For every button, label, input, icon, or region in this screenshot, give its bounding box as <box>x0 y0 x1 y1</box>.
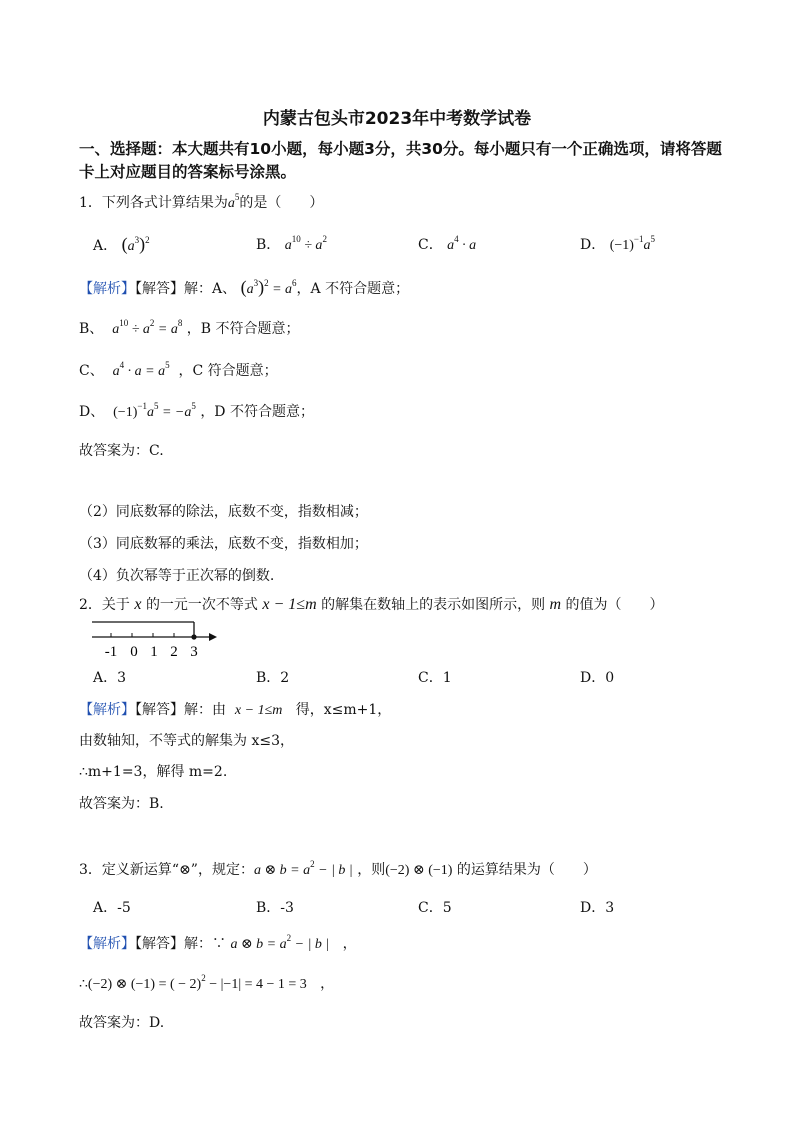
q1-note-4: （4）负次幂等于正次幂的倒数. <box>79 568 275 584</box>
question-3-stem: 3．定义新运算“⊗”，规定：a ⊗ $b = a^2$ − | b | ，则(−2) ⊗ (−1) 的运算结果为（ ） <box>79 859 597 878</box>
q2-analysis-line2: 由数轴知，不等式的解集为 x≤3， <box>79 733 294 749</box>
tick-label: 3 <box>190 644 198 660</box>
q3-analysis-line2: ∴(−2) ⊗ (−1) = ( − 2)$^2$ − |−1| = 4 − 1 = 3 ， <box>79 973 335 992</box>
q2-analysis-line3: ∴m+1=3，解得 m=2. <box>79 764 228 780</box>
q1-option-a: A． $(a^3)^2$ <box>93 234 150 254</box>
question-1-stem: 1．下列各式计算结果为$a^5$的是（ ） <box>79 192 324 211</box>
q1-option-b: B． $a^{10} \div a^2$ <box>256 234 327 253</box>
q1-note-2: （2）同底数幂的除法，底数不变，指数相减； <box>79 504 368 520</box>
tick-label: 1 <box>150 644 158 660</box>
q1-analysis-d: D、 $(-1)^{-1}a^5 = -a^5$ ，D 不符合题意； <box>79 401 314 420</box>
solid-dot-icon <box>191 634 196 639</box>
q1-analysis-c: C、 $a^4 \cdot a = a^5$ ，C 符合题意； <box>79 360 278 379</box>
q3-option-c: C．5 <box>418 900 452 916</box>
q3-option-d: D．3 <box>580 900 615 916</box>
q2-analysis-line1: 【解析】【解答】解：由 x − 1≤m 得，x≤m+1， <box>79 702 392 718</box>
tick-label: 2 <box>170 644 178 660</box>
q2-answer: 故答案为：B. <box>79 796 164 812</box>
q1-option-d: D． $(-1)^{-1}a^5$ <box>580 234 655 253</box>
q3-answer: 故答案为：D. <box>79 1015 165 1031</box>
section-heading-line1: 一、选择题：本大题共有10小题，每小题3分，共30分。每小题只有一个正确选项，请将答题 <box>79 140 722 158</box>
q2-option-c: C．1 <box>418 670 452 686</box>
q2-option-a: A．3 <box>93 670 127 686</box>
analysis-tag: 【解析】 <box>79 702 135 718</box>
q3-option-b: B．-3 <box>256 900 294 916</box>
q1-analysis-a: 【解析】【解答】解：A、 $(a^3)^2 = a^6$，A 不符合题意； <box>79 277 410 297</box>
q3-analysis-line1: 【解析】【解答】解：∵ a ⊗ $b = a^2$ − | b | ， <box>79 933 357 952</box>
analysis-tag: 【解析】 <box>79 936 135 952</box>
q1-option-c: C． $a^4 \cdot a$ <box>418 234 477 253</box>
q2-option-d: D．0 <box>580 670 615 686</box>
q1-analysis-b: B、 $a^{10} \div a^2 = a^8$ ，B 不符合题意； <box>79 318 300 337</box>
q1-note-3: （3）同底数幂的乘法，底数不变，指数相加； <box>79 536 368 552</box>
q2-option-b: B．2 <box>256 670 290 686</box>
question-2-stem: 2．关于 x 的一元一次不等式 x − 1≤m 的解集在数轴上的表示如图所示，则 m 的值为（ ） <box>79 596 664 613</box>
analysis-tag: 【解析】 <box>79 281 135 297</box>
q1-answer: 故答案为：C. <box>79 443 164 459</box>
tick-label: 0 <box>130 644 138 660</box>
page-title: 内蒙古包头市2023年中考数学试卷 <box>262 109 532 129</box>
tick-label: -1 <box>104 644 118 660</box>
arrow-head-icon <box>209 633 217 641</box>
q3-option-a: A．-5 <box>93 900 131 916</box>
number-line-figure <box>90 618 224 660</box>
section-heading-line2: 卡上对应题目的答案标号涂黑。 <box>79 163 297 181</box>
